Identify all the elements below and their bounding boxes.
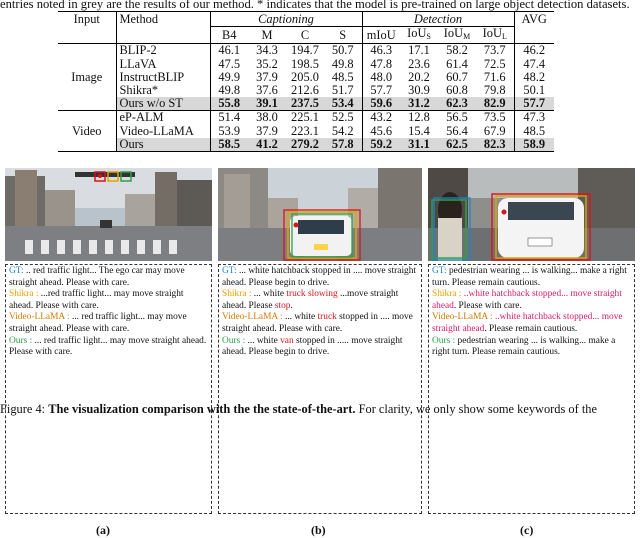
header-c: C [286, 27, 324, 44]
header-m: M [248, 27, 286, 44]
description-a: GT: .. red traffic light... The ego car may move straight ahead. Please with care. Shikra : ...red traffic light... may move straight ahead. Please with care. Video-LLaMA : ... red traffic light... may move straight ahead. Please with care. Ours : ... red traffic light... may move straight ahead. Please with care. [5, 264, 212, 514]
table-row: LLaVA 47.5 35.2 198.5 49.8 47.8 23.6 61.4 72.5 47.4 [58, 58, 554, 71]
results-table [58, 11, 554, 152]
group-video: Video [71, 123, 102, 138]
panel-label-b: (b) [311, 523, 326, 537]
header-method: Method [116, 12, 210, 27]
panel-label-a: (a) [96, 523, 110, 537]
header-miou: mIoU [362, 27, 400, 44]
group-image: Image [71, 69, 103, 84]
header-captioning: Captioning [210, 12, 362, 27]
figure-caption: Figure 4: The visualization comparison with the the state-of-the-art. For clarity, we only show some keywords of the [0, 402, 597, 416]
header-s: S [324, 27, 362, 44]
scene-image-c [428, 168, 635, 261]
header-input: Input [58, 12, 116, 27]
table-row-ours: Ours 58.5 41.2 279.2 57.8 59.2 31.1 62.5 82.3 58.9 [58, 138, 554, 152]
table-row: eP-ALM 51.4 38.0 225.1 52.5 43.2 12.8 56.5 73.5 47.3 [58, 111, 554, 125]
table-row: BLIP-2 46.1 34.3 194.7 50.7 46.3 17.1 58.2 73.7 46.2 [58, 44, 554, 58]
header-avg: AVG [514, 12, 554, 27]
top-caption: entries noted in grey are the results of our method. * indicates that the model is pre-trained on large object detection datasets. [0, 0, 630, 11]
table-row-ours-wo-st: Ours w/o ST 55.8 39.1 237.5 53.4 59.6 31.2 62.3 82.9 57.7 [58, 97, 554, 111]
table-row: Shikra* 49.8 37.6 212.6 51.7 57.7 30.9 60.8 79.8 50.1 [58, 84, 554, 97]
table-row: Image InstructBLIP 49.9 37.9 205.0 48.5 48.0 20.2 60.7 71.6 48.2 [58, 71, 554, 84]
header-iou-m: IoU$_M$ [438, 27, 476, 44]
panel-label-c: (c) [520, 523, 534, 537]
header-iou-s: IoU$_S$ [400, 27, 438, 44]
description-c: GT: pedestrian wearing ... is walking... make a right turn. Please remain cautious. Shikra : ..white hatchback stopped... move straight ahead. Please with care. Video-LLaMA : ..white hatchback stopped... move straight ahead. Please remain cautious. Ours : pedestrian wearing ... is walking... make a right turn. Please remain cautious. [428, 264, 635, 514]
scene-image-a [5, 168, 212, 261]
header-detection: Detection [362, 12, 514, 27]
header-b4: B4 [210, 27, 248, 44]
scene-image-b [218, 168, 422, 261]
description-b: GT: ... white hatchback stopped in .... move straight ahead. Please begin to drive. Shikra : ... white truck slowing ...move straight ahead. Please stop. Video-LLaMA : ... white truck stopped in .... move straight ahead. Please with care. Ours : ... white van stopped in ..... move straight ahead. Please begin to drive. [218, 264, 422, 514]
table-row: Video Video-LLaMA 53.9 37.9 223.1 54.2 45.6 15.4 56.4 67.9 48.5 [58, 125, 554, 138]
header-iou-l: IoU$_L$ [476, 27, 514, 44]
